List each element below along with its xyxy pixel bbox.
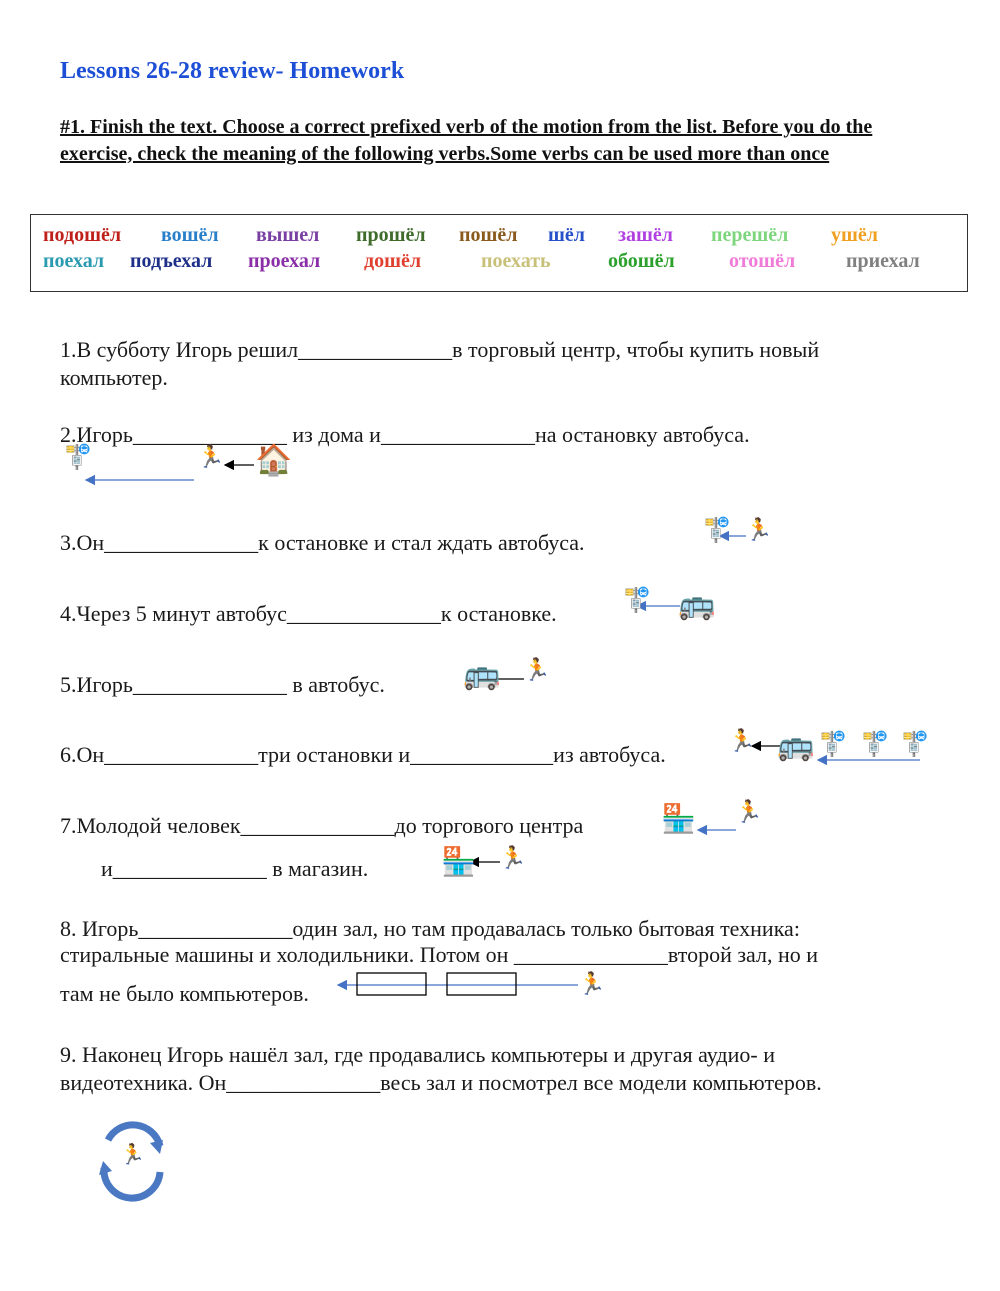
store-icon: 🏪 [441, 845, 476, 878]
sentence-9-line-1: 9. Наконец Игорь нашёл зал, где продавались компьютеры и другая аудио- и [60, 1042, 775, 1067]
sentence-8-line-1: 8. Игорь______________один зал, но там продавалась только бытовая техника: [60, 916, 800, 941]
runner-icon: 🏃 [120, 1142, 145, 1166]
sentence-1-line-1: 1.В субботу Игорь решил______________в торговый центр, чтобы купить новый [60, 337, 820, 362]
sentence-7-line-2: и______________ в магазин. [101, 856, 369, 881]
bus-stop-icon: 🚏 [860, 730, 890, 758]
sentence-5: 5.Игорь______________ в автобус. [60, 672, 385, 697]
sentence-4: 4.Через 5 минут автобус______________к остановке. [60, 601, 557, 626]
bus-stop-icon: 🚏 [63, 443, 93, 471]
runner-icon: 🏃 [523, 658, 551, 683]
sentence-8-line-3: там не было компьютеров. [60, 981, 309, 1006]
bus-stop-icon: 🚏 [900, 730, 930, 758]
sentence-8-line-2: стиральные машины и холодильники. Потом он ______________второй зал, но и [60, 942, 819, 967]
word-bank-item: обошёл [608, 250, 675, 272]
runner-icon: 🏃 [735, 800, 763, 825]
sentence-7-line-1: 7.Молодой человек______________до торгового центра [60, 813, 584, 838]
word-bank-item: пошёл [459, 224, 518, 246]
word-bank-item: ушёл [831, 224, 878, 246]
word-bank-item: перешёл [711, 224, 789, 246]
house-icon: 🏠 [255, 443, 293, 478]
word-bank-item: дошёл [364, 250, 422, 272]
word-bank-item: вошёл [161, 224, 219, 246]
runner-icon: 🏃 [578, 972, 606, 997]
store-icon: 🏪 [661, 802, 696, 835]
sentence-1-line-2: компьютер. [60, 365, 168, 390]
word-bank-item: зашёл [618, 224, 674, 246]
runner-icon: 🏃 [728, 729, 756, 754]
word-bank-item: поехать [481, 250, 551, 272]
hall-2 [447, 973, 516, 995]
word-bank-item: вышел [256, 224, 320, 246]
exercise-instruction: #1. Finish the text. Choose a correct prefixed verb of the motion from the list. Before you do the exercise, check the meaning of the following verbs.Some verbs can be used more than once [60, 116, 873, 165]
runner-icon: 🏃 [499, 846, 527, 871]
bus-stop-icon: 🚏 [818, 730, 848, 758]
runner-icon: 🏃 [197, 445, 225, 470]
bus-icon: 🚌 [463, 657, 501, 692]
word-bank-item: отошёл [729, 250, 796, 272]
sentence-9-line-2: видеотехника. Он______________весь зал и посмотрел все модели компьютеров. [60, 1070, 822, 1095]
word-bank-item: подошёл [43, 224, 122, 246]
bus-icon: 🚌 [777, 728, 815, 763]
sentence-2: 2.Игорь______________ из дома и______________на остановку автобуса. [60, 422, 750, 447]
word-bank-item: шёл [548, 224, 585, 246]
sentence-6: 6.Он______________три остановки и_____________из автобуса. [60, 742, 666, 767]
page-title: Lessons 26-28 review- Homework [60, 58, 405, 84]
bus-icon: 🚌 [678, 587, 716, 622]
bus-stop-icon: 🚏 [622, 586, 652, 614]
word-bank-item: поехал [43, 250, 105, 272]
word-bank-item: подъехал [130, 250, 213, 272]
word-bank-item: приехал [846, 250, 920, 272]
hall-1 [357, 973, 426, 995]
word-bank-item: прошёл [356, 224, 426, 246]
sentence-3: 3.Он______________к остановке и стал ждать автобуса. [60, 530, 585, 555]
runner-icon: 🏃 [745, 518, 773, 543]
word-bank-item: проехал [248, 250, 321, 272]
bus-stop-icon: 🚏 [702, 516, 732, 544]
